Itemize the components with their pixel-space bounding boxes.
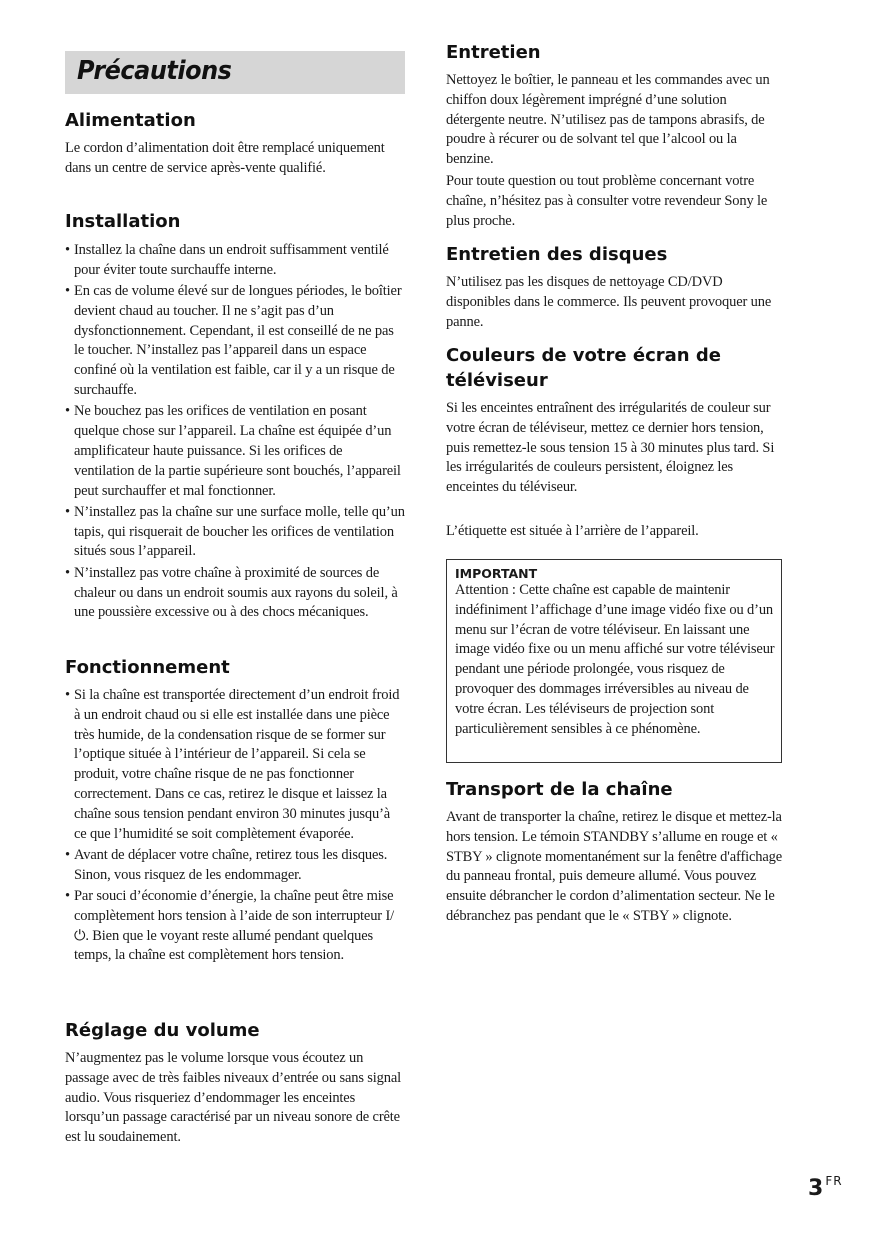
heading-installation: Installation — [65, 211, 181, 232]
important-label: IMPORTANT — [455, 566, 538, 581]
heading-entretien-disques: Entretien des disques — [446, 244, 668, 265]
list-item: • Ne bouchez pas les orifices de ventilation en posant quelque chose sur l’appareil. La chaîne est équipée d’un amplificateur haute puissance. Si les orifices de ventilation de la partie supérieure sont bouchés, l’appareil peut surchauffer et mal fonctionner. — [65, 402, 405, 501]
heading-volume: Réglage du volume — [65, 1020, 260, 1041]
text-alimentation: Le cordon d’alimentation doit être remplacé uniquement dans un centre de service après-vente qualifié. — [65, 140, 385, 176]
list-item: • Installez la chaîne dans un endroit suffisamment ventilé pour éviter toute surchauffe interne. — [65, 241, 405, 281]
page-number — [808, 1176, 843, 1201]
list-item: • Par souci d’économie d’énergie, la chaîne peut être mise complètement hors tension à l’aide de son interrupteur I/⏻. Bien que le voyant reste allumé pendant quelques temps, la chaîne est complètement hors tension. — [65, 887, 405, 966]
important-notice — [446, 559, 782, 763]
important-text: Attention : Cette chaîne est capable de maintenir indéfiniment l’affichage d’une image vidéo fixe ou d’un menu sur l’écran de votre téléviseur. En laissant une image vidéo fixe ou un menu affiché sur votre téléviseur pendant une période prolongée, vous risquez de provoquer des dommages irréversibles au niveau de votre écran. Les téléviseurs de projection sont particulièrement sensibles à ce phénomène. — [455, 582, 775, 737]
text-entretien-2: Pour toute question ou tout problème concernant votre chaîne, n’hésitez pas à consulter votre revendeur Sony le plus proche. — [446, 173, 768, 229]
list-item: • N’installez pas votre chaîne à proximité de sources de chaleur ou dans un endroit soumis aux rayons du soleil, à une poussière excessive ou à des chocs mécaniques. — [65, 564, 405, 623]
list-item: • En cas de volume élevé sur de longues périodes, le boîtier devient chaud au toucher. Il ne s’agit pas d’un dysfonctionnement. Cependant, il est conseillé de ne pas le toucher. N’installez pas l’appareil dans un espace confiné où la ventilation est faible, car il y a un risque de surchauffe. — [65, 282, 405, 401]
list-item: • Avant de déplacer votre chaîne, retirez tous les disques. Sinon, vous risquez de les endommager. — [65, 846, 405, 886]
page-language: FR — [825, 1174, 843, 1188]
page-number-value: 3 — [808, 1176, 824, 1201]
text-couleurs: Si les enceintes entraînent des irrégularités de couleur sur votre écran de téléviseur, mettez ce dernier hors tension, puis remettez-le sous tension 15 à 30 minutes plus tard. Si les irrégularités de couleurs persistent, éloignez les enceintes du téléviseur. — [446, 400, 775, 496]
text-entretien-disques: N’utilisez pas les disques de nettoyage CD/DVD disponibles dans le commerce. Ils peuvent provoquer une panne. — [446, 274, 772, 330]
list-installation — [65, 241, 405, 625]
heading-entretien: Entretien — [446, 42, 541, 63]
list-item: • Si la chaîne est transportée directement d’un endroit froid à un endroit chaud ou si elle est installée dans une pièce très humide, de la condensation risque de se former sur l’optique située à l’intérieur de l’appareil. Si cela se produit, votre chaîne risque de ne pas fonctionner correctement. Dans ce cas, retirez le disque et laissez la chaîne sous tension pendant environ 30 minutes jusqu’à ce que l’humidité se soit complètement évaporée. — [65, 686, 405, 844]
text-entretien-1: Nettoyez le boîtier, le panneau et les commandes avec un chiffon doux légèrement imprégné d’une solution détergente neutre. N’utilisez pas de tampons abrasifs, de poudre à récurer ou de solvant tel que l’alcool ou la benzine. — [446, 72, 770, 168]
text-volume: N’augmentez pas le volume lorsque vous écoutez un passage avec de très faibles niveaux d’entrée ou sans signal audio. Vous risqueriez d’endommager les enceintes lorsqu’un passage caractérisé par un niveau sonore de crête est lu soudainement. — [65, 1050, 402, 1146]
heading-couleurs: Couleurs de votre écran de téléviseur — [446, 345, 721, 391]
text-etiquette: L’étiquette est située à l’arrière de l’appareil. — [446, 523, 699, 539]
heading-alimentation: Alimentation — [65, 110, 196, 131]
text-transport: Avant de transporter la chaîne, retirez le disque et mettez-la hors tension. Le témoin STANDBY s’allume en rouge et « STBY » clignote momentanément sur la fenêtre d'affichage du panneau frontal, puis demeure allumé. Vous pouvez ensuite débrancher le cordon d’alimentation secteur. Ne le débranchez pas pendant que le « STBY » clignote. — [446, 809, 783, 924]
list-fonctionnement — [65, 686, 405, 968]
page-title-bar — [65, 51, 405, 94]
heading-transport: Transport de la chaîne — [446, 779, 673, 800]
heading-fonctionnement: Fonctionnement — [65, 657, 230, 678]
page-title: Précautions — [77, 56, 232, 86]
list-item: • N’installez pas la chaîne sur une surface molle, telle qu’un tapis, qui risquerait de boucher les orifices de ventilation situés sous l’appareil. — [65, 503, 405, 562]
